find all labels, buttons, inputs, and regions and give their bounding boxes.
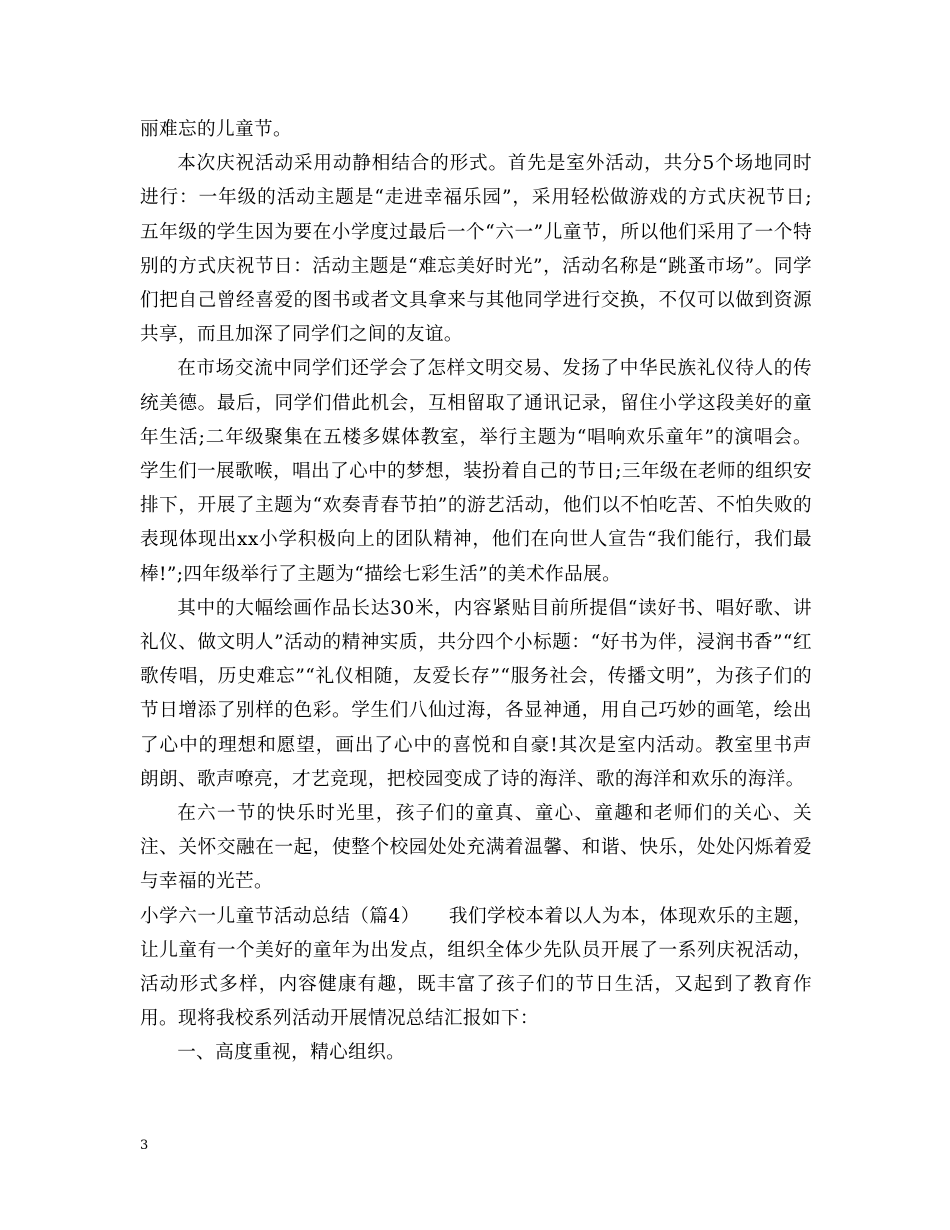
body-text — [140, 113, 812, 1071]
paragraph: 在市场交流中同学们还学会了怎样文明交易、发扬了中华民族礼仪待人的传统美德。最后，同学们借此机会，互相留取了通讯记录，留住小学这段美好的童年生活;二年级聚集在五楼多媒体教室，举行主题为“唱响欢乐童年”的演唱会。学生们一展歌喉，唱出了心中的梦想，装扮着自己的节日;三年级在老师的组织安排下，开展了主题为“欢奏青春节拍”的游艺活动，他们以不怕吃苦、不怕失败的表现体现出xx小学积极向上的团队精神，他们在向世人宣告“我们能行，我们最棒!”;四年级举行了主题为“描绘七彩生活”的美术作品展。 — [140, 358, 812, 585]
paragraph: 本次庆祝活动采用动静相结合的形式。首先是室外活动，共分5个场地同时进行：一年级的活动主题是“走进幸福乐园”，采用轻松做游戏的方式庆祝节日;五年级的学生因为要在小学度过最后一个“六一”儿童节，所以他们采用了一个特别的方式庆祝节日：活动主题是“难忘美好时光”，活动名称是“跳蚤市场”。同学们把自己曾经喜爱的图书或者文具拿来与其他同学进行交换，不仅可以做到资源共享，而且加深了同学们之间的友谊。 — [140, 153, 812, 346]
paragraph: 其中的大幅绘画作品长达30米，内容紧贴目前所提倡“读好书、唱好歌、讲礼仪、做文明人”活动的精神实质，共分四个小标题：“好书为伴，浸润书香”“红歌传唱，历史难忘”“礼仪相随，友爱长存”“服务社会，传播文明”，为孩子们的节日增添了别样的色彩。学生们八仙过海，各显神通，用自己巧妙的画笔，绘出了心中的理想和愿望，画出了心中的喜悦和自豪!其次是室内活动。教室里书声朗朗、歌声嘹亮，才艺竞现，把校园变成了诗的海洋、歌的海洋和欢乐的海洋。 — [140, 597, 812, 790]
subheading-paragraph: 一、高度重视，精心组织。 — [177, 1042, 406, 1064]
paragraph: 在六一节的快乐时光里，孩子们的童真、童心、童趣和老师们的关心、关注、关怀交融在一起，使整个校园处处充满着温馨、和谐、快乐，处处闪烁着爱与幸福的光芒。 — [140, 803, 812, 893]
paragraph: 丽难忘的儿童节。 — [140, 119, 292, 140]
section-heading-paragraph: 小学六一儿童节活动总结（篇4） 我们学校本着以人为本，体现欢乐的主题，让儿童有一个美好的童年为出发点，组织全体少先队员开展了一系列庆祝活动，活动形式多样，内容健康有趣，既丰富了孩子们的节日生活，又起到了教育作用。现将我校系列活动开展情况总结汇报如下： — [140, 905, 812, 1030]
page-number: 3 — [140, 1138, 149, 1153]
